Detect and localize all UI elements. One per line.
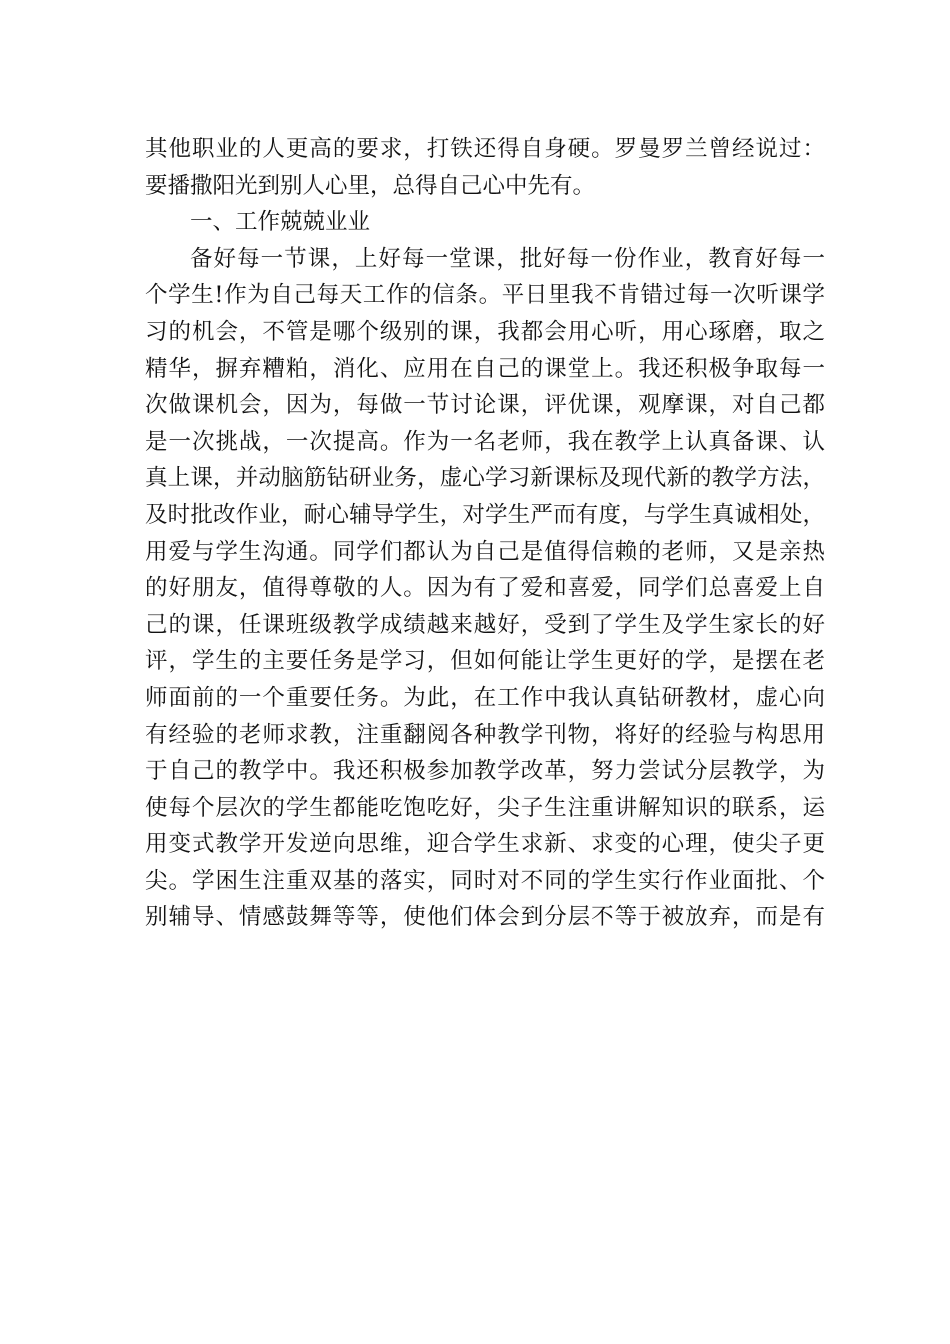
text-line: 有经验的老师求教，注重翻阅各种教学刊物，将好的经验与构思用 [145,721,825,748]
text-line: 于自己的教学中。我还积极参加教学改革，努力尝试分层教学，为 [145,758,825,785]
text-line: 用爱与学生沟通。同学们都认为自己是值得信赖的老师，又是亲热 [145,538,825,565]
text-line: 己的课，任课班级教学成绩越来越好，受到了学生及学生家长的好 [145,611,825,638]
text-line: 备好每一节课，上好每一堂课，批好每一份作业，教育好每一 [190,245,825,272]
text-line: 及时批改作业，耐心辅导学生，对学生严而有度，与学生真诚相处， [145,501,825,528]
text-line: 习的机会，不管是哪个级别的课，我都会用心听，用心琢磨，取之 [145,318,825,345]
text-line: 精华，摒弃糟粕，消化、应用在自己的课堂上。我还积极争取每一 [145,355,825,382]
text-line: 别辅导、情感鼓舞等等，使他们体会到分层不等于被放弃，而是有 [145,904,825,931]
text-line: 其他职业的人更高的要求，打铁还得自身硬。罗曼罗兰曾经说过： [145,136,825,162]
text-line: 的好朋友，值得尊敬的人。因为有了爱和喜爱，同学们总喜爱上自 [145,575,825,602]
text-line: 要播撒阳光到别人心里，总得自己心中先有。 [145,172,596,199]
text-line: 用变式教学开发逆向思维，迎合学生求新、求变的心理，使尖子更 [145,831,825,858]
text-line: 评，学生的主要任务是学习，但如何能让学生更好的学，是摆在老 [145,648,825,675]
text-line: 次做课机会，因为，每做一节讨论课，评优课，观摩课，对自己都 [145,392,825,419]
text-line: 是一次挑战，一次提高。作为一名老师，我在教学上认真备课、认 [145,428,825,455]
section-heading: 一、工作兢兢业业 [190,209,371,236]
text-line: 个学生!作为自己每天工作的信条。平日里我不肯错过每一次听课学 [145,282,825,309]
text-line: 真上课，并动脑筋钻研业务，虚心学习新课标及现代新的教学方法， [145,465,825,492]
text-line: 尖。学困生注重双基的落实，同时对不同的学生实行作业面批、个 [145,867,825,894]
text-line: 师面前的一个重要任务。为此，在工作中我认真钻研教材，虚心向 [145,684,825,711]
body-text [145,131,825,936]
text-line: 使每个层次的学生都能吃饱吃好，尖子生注重讲解知识的联系，运 [145,794,825,821]
